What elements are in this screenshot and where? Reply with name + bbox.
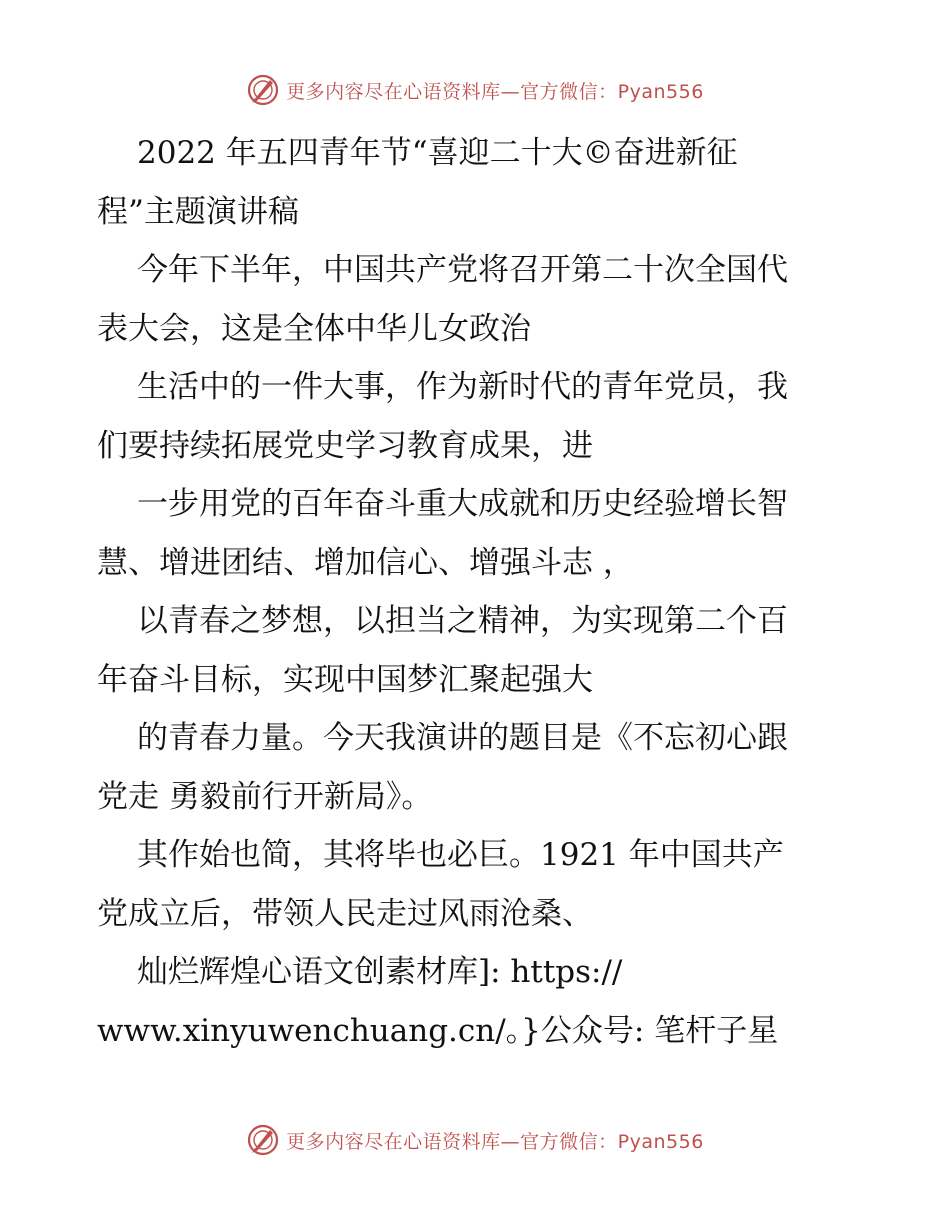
paragraph-line: 慧、增进团结、增加信心、增强斗志 ， [97,544,634,581]
paragraph-line: 其作始也简，其将毕也必巨。1921 年中国共产 [137,837,784,873]
paragraph-line: 灿烂辉煌心语文创素材库]: https:// [137,954,623,990]
document-title-line-1: 2022 年五四青年节“喜迎二十大©奋进新征 [137,135,738,171]
paragraph-line: 年奋斗目标，实现中国梦汇聚起强大 [97,661,593,698]
paragraph-line: 的青春力量。今天我演讲的题目是《不忘初心跟 [137,720,788,756]
header-banner-text: 更多内容尽在心语资料库—官方微信：Pyan556 [286,80,704,103]
paragraph-line: 一步用党的百年奋斗重大成就和历史经验增长智 [137,486,788,522]
paragraph-line: 们要持续拓展党史学习教育成果，进 [97,427,593,464]
paragraph-line: 党走 勇毅前行开新局》。 [97,778,433,815]
paragraph-line: 今年下半年，中国共产党将召开第二十次全国代 [137,252,788,288]
footer-banner-text: 更多内容尽在心语资料库—官方微信：Pyan556 [286,1130,704,1153]
paragraph-line: 以青春之梦想，以担当之精神，为实现第二个百 [137,603,788,639]
document-title-line-2: 程”主题演讲稿 [97,193,299,230]
quill-logo-icon [246,1123,280,1157]
quill-logo-icon [246,73,280,107]
paragraph-line: 表大会，这是全体中华儿女政治 [97,310,531,347]
paragraph-line: www.xinyuwenchuang.cn/。}公众号: 笔杆子星 [97,1012,779,1049]
footer-banner [0,1122,950,1158]
document-body [97,124,857,1060]
header-banner [0,72,950,108]
paragraph-line: 党成立后，带领人民走过风雨沧桑、 [97,895,593,932]
paragraph-line: 生活中的一件大事，作为新时代的青年党员，我 [137,369,788,405]
